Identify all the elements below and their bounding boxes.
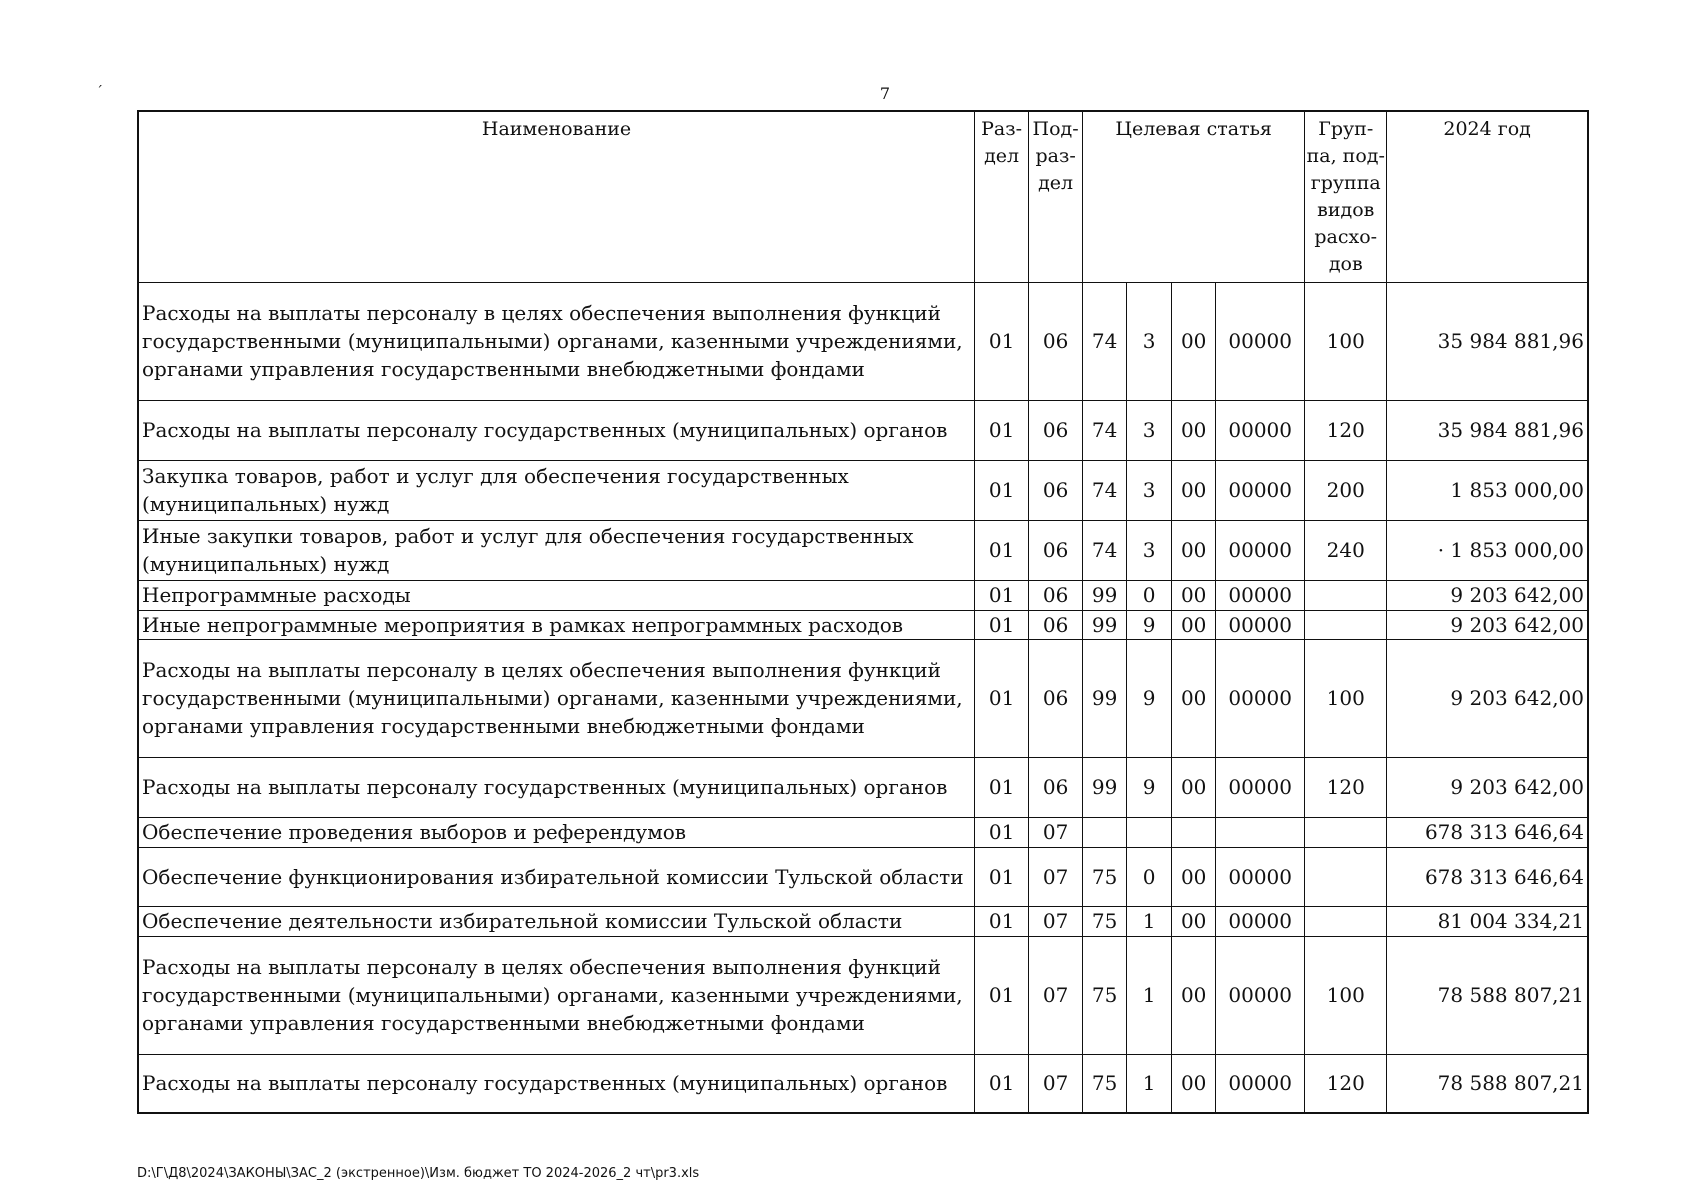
row-target-direction: 00000 (1216, 639, 1305, 757)
row-target-program: 74 (1083, 400, 1127, 460)
row-target-subprogram: 3 (1127, 282, 1172, 400)
row-name: Обеспечение функционирования избирательной комиссии Тульской области (138, 847, 975, 906)
header-razdel: Раз- дел (975, 111, 1029, 282)
row-target-direction: 00000 (1216, 1054, 1305, 1113)
table-body (138, 282, 1588, 1113)
row-target-program: 75 (1083, 936, 1127, 1054)
row-amount: 81 004 334,21 (1387, 906, 1588, 936)
row-target-subprogram: 0 (1127, 847, 1172, 906)
row-target-direction: 00000 (1216, 610, 1305, 639)
row-target-subprogram: 0 (1127, 580, 1172, 610)
row-target-program: 75 (1083, 1054, 1127, 1113)
row-target-direction: 00000 (1216, 906, 1305, 936)
row-group (1305, 610, 1387, 639)
row-podrazdel: 07 (1029, 936, 1083, 1054)
row-name: Обеспечение проведения выборов и референдумов (138, 817, 975, 847)
row-target-direction: 00000 (1216, 400, 1305, 460)
row-podrazdel: 06 (1029, 580, 1083, 610)
scan-mark: ´ (96, 84, 103, 100)
row-target-element: 00 (1172, 400, 1216, 460)
row-target-element: 00 (1172, 1054, 1216, 1113)
header-group: Груп- па, под- группа видов расхо- дов (1305, 111, 1387, 282)
row-name: Расходы на выплаты персоналу государственных (муниципальных) органов (138, 757, 975, 817)
row-razdel: 01 (975, 817, 1029, 847)
row-razdel: 01 (975, 282, 1029, 400)
row-name: Расходы на выплаты персоналу в целях обеспечения выполнения функций государственными (муниципальными) органами, казенными учреждениями, органами управления государственными внебюджетными фондами (138, 282, 975, 400)
file-path-footer: D:\Г\Д8\2024\ЗАКОНЫ\ЗАС_2 (экстренное)\Изм. бюджет ТО 2024-2026_2 чт\pr3.xls (137, 1166, 700, 1181)
row-target-program: 75 (1083, 906, 1127, 936)
row-group: 240 (1305, 520, 1387, 580)
row-target-program: 74 (1083, 460, 1127, 520)
row-target-element: 00 (1172, 282, 1216, 400)
row-group: 100 (1305, 639, 1387, 757)
row-target-element: 00 (1172, 906, 1216, 936)
row-name: Обеспечение деятельности избирательной комиссии Тульской области (138, 906, 975, 936)
row-name: Иные закупки товаров, работ и услуг для обеспечения государственных (муниципальных) нужд (138, 520, 975, 580)
row-group: 120 (1305, 400, 1387, 460)
row-name: Расходы на выплаты персоналу государственных (муниципальных) органов (138, 400, 975, 460)
row-target-subprogram (1127, 817, 1172, 847)
table-row (138, 610, 1588, 639)
row-amount: 1 853 000,00 (1387, 460, 1588, 520)
row-group (1305, 906, 1387, 936)
row-razdel: 01 (975, 580, 1029, 610)
table-row (138, 1054, 1588, 1113)
row-name: Расходы на выплаты персоналу в целях обеспечения выполнения функций государственными (муниципальными) органами, казенными учреждениями, органами управления государственными внебюджетными фондами (138, 936, 975, 1054)
row-target-subprogram: 9 (1127, 757, 1172, 817)
row-target-direction: 00000 (1216, 847, 1305, 906)
row-podrazdel: 06 (1029, 610, 1083, 639)
row-target-element: 00 (1172, 520, 1216, 580)
row-target-element (1172, 817, 1216, 847)
row-target-element: 00 (1172, 639, 1216, 757)
row-razdel: 01 (975, 1054, 1029, 1113)
row-group (1305, 580, 1387, 610)
row-target-program: 99 (1083, 610, 1127, 639)
header-podrazdel: Под- раз- дел (1029, 111, 1083, 282)
row-razdel: 01 (975, 847, 1029, 906)
table-row (138, 847, 1588, 906)
row-podrazdel: 06 (1029, 282, 1083, 400)
row-target-element: 00 (1172, 847, 1216, 906)
row-podrazdel: 07 (1029, 817, 1083, 847)
row-target-program: 75 (1083, 847, 1127, 906)
row-group (1305, 847, 1387, 906)
row-amount: 9 203 642,00 (1387, 639, 1588, 757)
row-target-subprogram: 1 (1127, 906, 1172, 936)
row-group (1305, 817, 1387, 847)
row-razdel: 01 (975, 757, 1029, 817)
row-target-subprogram: 3 (1127, 400, 1172, 460)
row-name: Расходы на выплаты персоналу государственных (муниципальных) органов (138, 1054, 975, 1113)
row-target-direction: 00000 (1216, 460, 1305, 520)
row-amount: 35 984 881,96 (1387, 400, 1588, 460)
row-target-subprogram: 9 (1127, 610, 1172, 639)
row-razdel: 01 (975, 460, 1029, 520)
row-target-direction: 00000 (1216, 757, 1305, 817)
row-group: 120 (1305, 757, 1387, 817)
row-razdel: 01 (975, 520, 1029, 580)
row-name: Расходы на выплаты персоналу в целях обеспечения выполнения функций государственными (муниципальными) органами, казенными учреждениями, органами управления государственными внебюджетными фондами (138, 639, 975, 757)
row-podrazdel: 06 (1029, 400, 1083, 460)
row-razdel: 01 (975, 610, 1029, 639)
row-amount: 9 203 642,00 (1387, 580, 1588, 610)
table-row (138, 520, 1588, 580)
row-target-subprogram: 1 (1127, 1054, 1172, 1113)
row-target-program: 99 (1083, 639, 1127, 757)
row-podrazdel: 07 (1029, 906, 1083, 936)
row-name: Закупка товаров, работ и услуг для обеспечения государственных (муниципальных) нужд (138, 460, 975, 520)
row-razdel: 01 (975, 400, 1029, 460)
row-podrazdel: 06 (1029, 639, 1083, 757)
row-target-direction: 00000 (1216, 282, 1305, 400)
row-podrazdel: 06 (1029, 757, 1083, 817)
row-group: 200 (1305, 460, 1387, 520)
row-target-element: 00 (1172, 580, 1216, 610)
row-name: Иные непрограммные мероприятия в рамках непрограммных расходов (138, 610, 975, 639)
row-target-subprogram: 3 (1127, 460, 1172, 520)
header-name: Наименование (138, 111, 975, 282)
row-podrazdel: 07 (1029, 1054, 1083, 1113)
row-target-program: 99 (1083, 757, 1127, 817)
row-target-program (1083, 817, 1127, 847)
row-target-element: 00 (1172, 610, 1216, 639)
row-target-direction: 00000 (1216, 580, 1305, 610)
row-amount: 78 588 807,21 (1387, 1054, 1588, 1113)
row-target-subprogram: 9 (1127, 639, 1172, 757)
table-row (138, 580, 1588, 610)
row-razdel: 01 (975, 936, 1029, 1054)
row-amount: 678 313 646,64 (1387, 817, 1588, 847)
row-target-element: 00 (1172, 757, 1216, 817)
header-target: Целевая статья (1083, 111, 1305, 282)
row-amount: 9 203 642,00 (1387, 610, 1588, 639)
table-row (138, 400, 1588, 460)
row-podrazdel: 07 (1029, 847, 1083, 906)
table-row (138, 460, 1588, 520)
row-amount: · 1 853 000,00 (1387, 520, 1588, 580)
header-row (138, 111, 1588, 282)
row-podrazdel: 06 (1029, 460, 1083, 520)
row-amount: 35 984 881,96 (1387, 282, 1588, 400)
row-target-program: 74 (1083, 520, 1127, 580)
row-razdel: 01 (975, 906, 1029, 936)
row-razdel: 01 (975, 639, 1029, 757)
row-target-program: 99 (1083, 580, 1127, 610)
row-amount: 78 588 807,21 (1387, 936, 1588, 1054)
row-target-subprogram: 3 (1127, 520, 1172, 580)
row-group: 100 (1305, 282, 1387, 400)
table-row (138, 906, 1588, 936)
budget-table (137, 110, 1589, 1114)
table-row (138, 282, 1588, 400)
row-target-program: 74 (1083, 282, 1127, 400)
row-target-direction: 00000 (1216, 936, 1305, 1054)
header-year: 2024 год (1387, 111, 1588, 282)
table-row (138, 639, 1588, 757)
row-target-subprogram: 1 (1127, 936, 1172, 1054)
row-group: 100 (1305, 936, 1387, 1054)
row-target-direction: 00000 (1216, 520, 1305, 580)
row-podrazdel: 06 (1029, 520, 1083, 580)
table-row (138, 757, 1588, 817)
row-target-element: 00 (1172, 460, 1216, 520)
row-amount: 678 313 646,64 (1387, 847, 1588, 906)
row-group: 120 (1305, 1054, 1387, 1113)
row-amount: 9 203 642,00 (1387, 757, 1588, 817)
row-target-element: 00 (1172, 936, 1216, 1054)
row-name: Непрограммные расходы (138, 580, 975, 610)
row-target-direction (1216, 817, 1305, 847)
page-number: 7 (879, 84, 891, 103)
table-row (138, 936, 1588, 1054)
table-row (138, 817, 1588, 847)
